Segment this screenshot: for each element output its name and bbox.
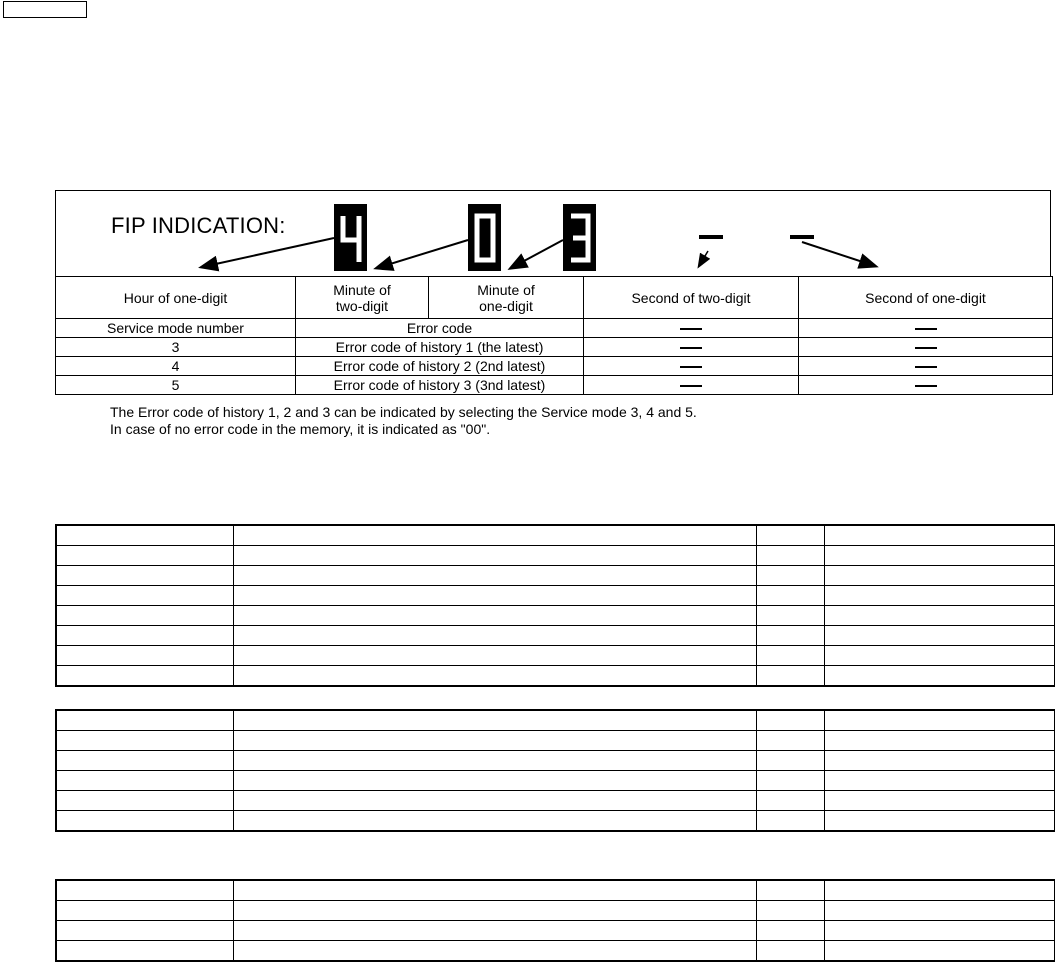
table-row [56,811,1055,832]
header-second-one-digit: Second of one-digit [799,277,1053,319]
service-mode-cell: 5 [56,376,296,395]
table-row [56,751,1055,771]
second-ones-cell [799,319,1053,338]
indicator-arrows [0,0,1055,300]
error-code-cell: Error code [296,319,584,338]
second-tens-cell [584,357,799,376]
header-minute-one-digit: Minute of one-digit [429,277,584,319]
blank-table-1 [55,524,1055,687]
second-ones-cell [799,357,1053,376]
second-ones-cell [799,338,1053,357]
second-tens-cell [584,376,799,395]
blank-dash-icon [915,366,937,368]
note-line-1: The Error code of history 1, 2 and 3 can be indicated by selecting the Service mode 3, 4 and 5. [110,404,697,420]
second-tens-cell [584,319,799,338]
table-row [56,646,1055,666]
table-row [56,731,1055,751]
table-row [56,901,1055,921]
blank-table-2 [55,709,1055,832]
note-line-2: In case of no error code in the memory, it is indicated as "00". [110,421,491,437]
header-hour-one-digit: Hour of one-digit [56,277,296,319]
error-code-cell: Error code of history 2 (2nd latest) [296,357,584,376]
table-header-row [56,277,1053,319]
table-row [56,921,1055,941]
error-code-cell: Error code of history 1 (the latest) [296,338,584,357]
table-row [56,791,1055,811]
table-row [56,566,1055,586]
table-row [56,710,1055,731]
table-row [56,525,1055,546]
header-minute-two-digit: Minute of two-digit [296,277,429,319]
table-row [56,546,1055,566]
table-row [56,880,1055,901]
table-row [56,338,1053,357]
second-ones-cell [799,376,1053,395]
fip-indication-title: FIP INDICATION: [111,213,286,238]
table-row [56,771,1055,791]
table-row [56,941,1055,962]
blank-dash-icon [680,385,702,387]
table-row [56,376,1053,395]
blank-dash-icon [915,347,937,349]
table-row [56,357,1053,376]
blank-dash-icon [915,328,937,330]
table-row [56,586,1055,606]
error-code-cell: Error code of history 3 (3nd latest) [296,376,584,395]
header-second-two-digit: Second of two-digit [584,277,799,319]
blank-dash-icon [915,385,937,387]
blank-dash-icon [680,366,702,368]
blank-table-3 [55,879,1055,962]
second-tens-cell [584,338,799,357]
service-mode-cell: 3 [56,338,296,357]
table-row [56,666,1055,687]
fip-mapping-table [55,276,1053,395]
table-row [56,319,1053,338]
service-mode-cell: Service mode number [56,319,296,338]
table-row [56,606,1055,626]
service-mode-cell: 4 [56,357,296,376]
blank-dash-icon [680,347,702,349]
table-row [56,626,1055,646]
blank-dash-icon [680,328,702,330]
